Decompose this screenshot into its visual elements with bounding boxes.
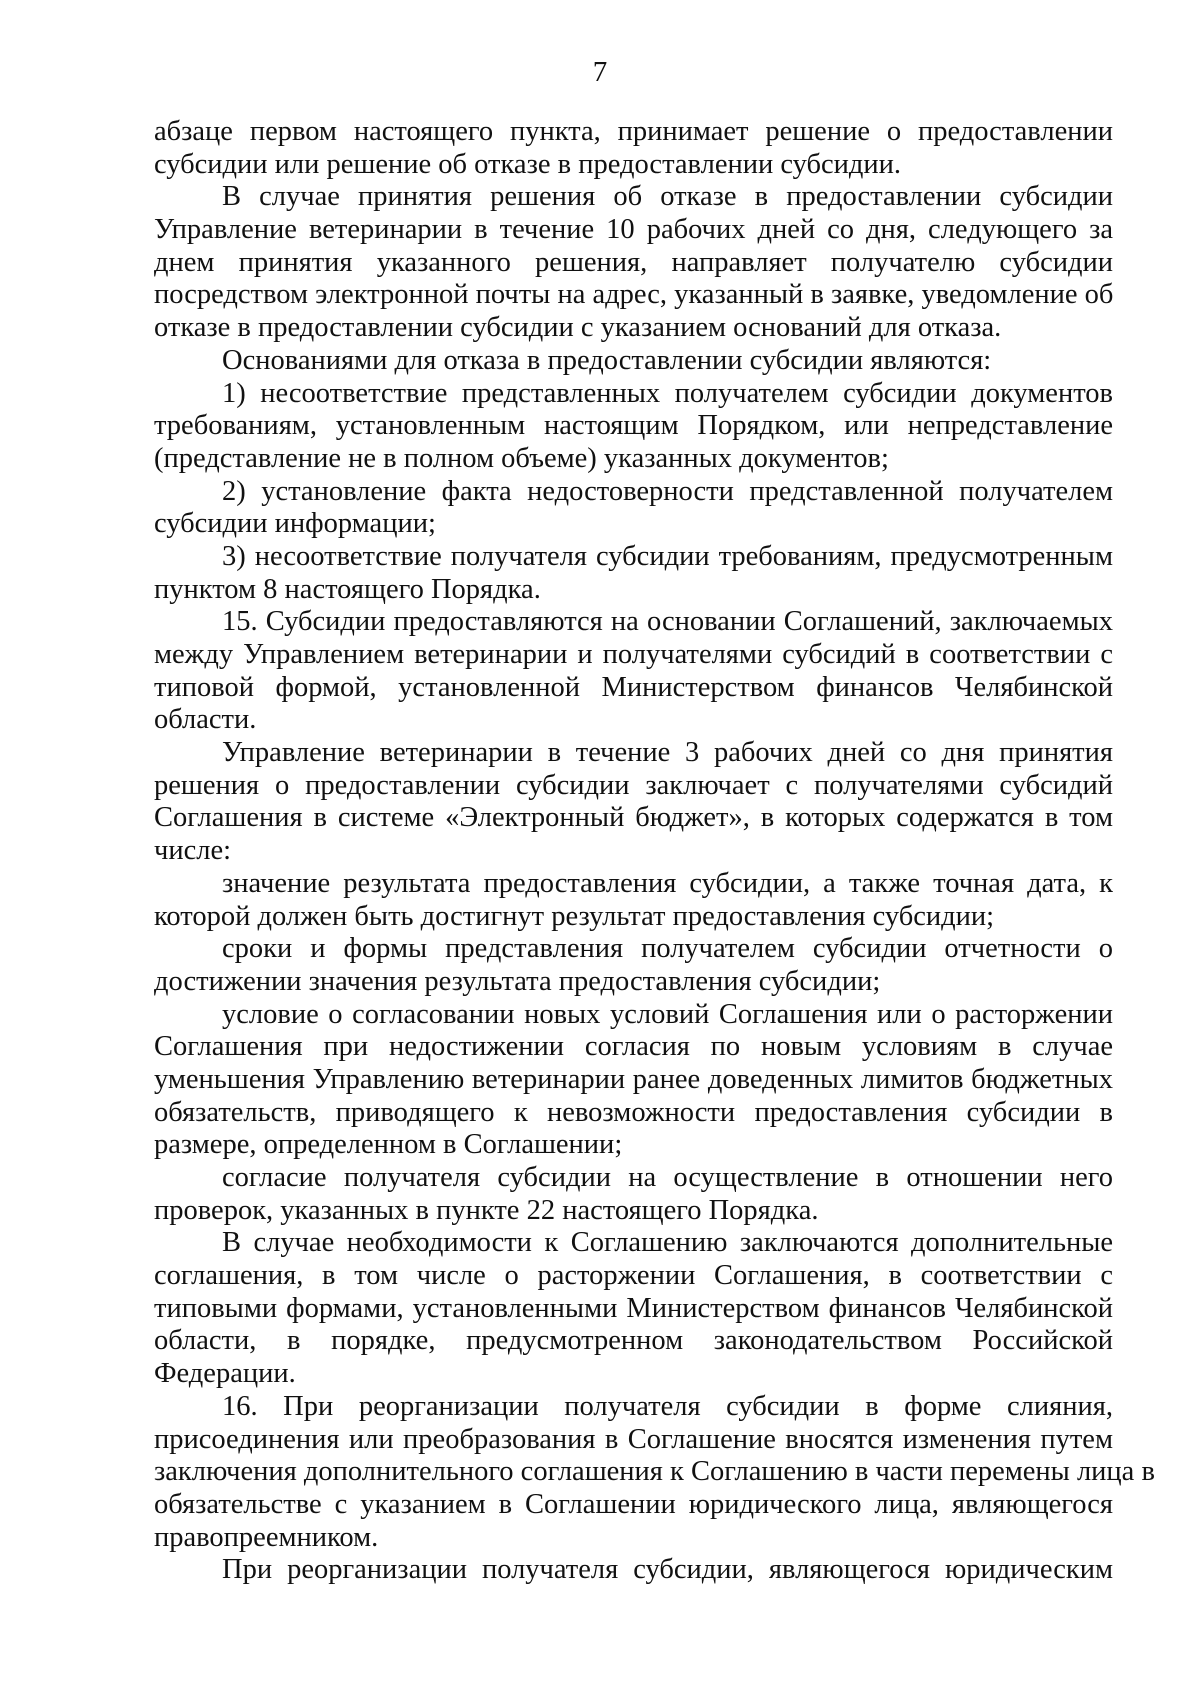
page-number: 7 (592, 56, 608, 88)
text-line: проверок, указанных в пункте 22 настоящего Порядка. (154, 1194, 819, 1226)
text-line: требованиям, установленным настоящим Порядком, или непредставление (154, 410, 1113, 442)
text-line: уменьшения Управлению ветеринарии ранее доведенных лимитов бюджетных (154, 1063, 1113, 1095)
text-line: Управление ветеринарии в течение 10 рабочих дней со дня, следующего за (154, 214, 1113, 246)
paragraph (154, 476, 1113, 541)
paragraph (154, 999, 1113, 1162)
text-line: решения о предоставлении субсидии заключает с получателями субсидий (154, 769, 1113, 801)
text-line: днем принятия указанного решения, направляет получателю субсидии (154, 246, 1113, 278)
text-line: Управление ветеринарии в течение 3 рабочих дней со дня принятия (222, 737, 1113, 769)
paragraph (154, 868, 1113, 933)
text-line: отказе в предоставлении субсидии с указанием оснований для отказа. (154, 312, 1002, 344)
text-line: пунктом 8 настоящего Порядка. (154, 573, 541, 605)
text-line: субсидии информации; (154, 508, 436, 540)
text-line: значение результата предоставления субсидии, а также точная дата, к (222, 867, 1113, 899)
text-line: области, в порядке, предусмотренном законодательством Российской (154, 1325, 1113, 1357)
paragraph (154, 1227, 1113, 1390)
text-line: 2) установление факта недостоверности представленной получателем (222, 475, 1113, 507)
text-line: Соглашения в системе «Электронный бюджет», в которых содержатся в том (154, 802, 1113, 834)
text-line: достижении значения результата предоставления субсидии; (154, 965, 881, 997)
text-line: типовой формой, установленной Министерством финансов Челябинской (154, 671, 1113, 703)
paragraph (154, 345, 1113, 378)
text-line: Федерации. (154, 1358, 296, 1390)
text-line: Основаниями для отказа в предоставлении субсидии являются: (222, 344, 992, 376)
text-line: между Управлением ветеринарии и получателями субсидий в соответствии с (154, 639, 1113, 670)
text-line: (представление не в полном объеме) указанных документов; (154, 442, 889, 474)
text-line: присоединения или преобразования в Соглашение вносятся изменения путем (154, 1423, 1113, 1455)
text-line: субсидии или решение об отказе в предоставлении субсидии. (154, 148, 902, 180)
text-line: посредством электронной почты на адрес, указанный в заявке, уведомление об (154, 279, 1114, 311)
text-line: Соглашения при недостижении согласия по новым условиям в случае (154, 1031, 1113, 1063)
text-line: сроки и формы представления получателем субсидии отчетности о (222, 933, 1113, 965)
paragraph (154, 1162, 1113, 1227)
text-line: правопреемником. (154, 1521, 379, 1553)
document-body (154, 116, 1155, 1587)
text-line: В случае принятия решения об отказе в предоставлении субсидии (222, 181, 1113, 213)
paragraph (154, 116, 1113, 181)
text-line: типовыми формами, установленными Министерством финансов Челябинской (154, 1292, 1113, 1324)
text-line: 1) несоответствие представленных получателем субсидии документов (222, 377, 1113, 409)
text-line: В случае необходимости к Соглашению заключаются дополнительные (222, 1227, 1113, 1259)
text-line: 3) несоответствие получателя субсидии требованиям, предусмотренным (222, 540, 1113, 572)
text-line: обязательств, приводящего к невозможности предоставления субсидии в (154, 1096, 1113, 1128)
paragraph (154, 378, 1113, 476)
text-line: 15. Субсидии предоставляются на основании Соглашений, заключаемых (222, 606, 1113, 638)
paragraph (154, 933, 1113, 998)
text-line: При реорганизации получателя субсидии, являющегося юридическим (222, 1554, 1113, 1586)
text-line: согласие получателя субсидии на осуществление в отношении него (222, 1162, 1113, 1193)
text-line: 16. При реорганизации получателя субсидии в форме слияния, (222, 1390, 1113, 1422)
paragraph (154, 1554, 1113, 1587)
text-line: условие о согласовании новых условий Соглашения или о расторжении (222, 998, 1113, 1030)
text-line: обязательстве с указанием в Соглашении юридического лица, являющегося (154, 1488, 1113, 1520)
paragraph (154, 737, 1113, 868)
text-line: области. (154, 704, 257, 736)
text-line: числе: (154, 835, 232, 867)
text-line: заключения дополнительного соглашения к Соглашению в части перемены лица в (154, 1456, 1155, 1488)
paragraph (154, 1390, 1155, 1554)
text-line: которой должен быть достигнут результат предоставления субсидии; (154, 900, 995, 932)
paragraph (154, 181, 1113, 344)
paragraph (154, 606, 1113, 737)
text-line: абзаце первом настоящего пункта, принимает решение о предоставлении (154, 116, 1113, 147)
text-line: размере, определенном в Соглашении; (154, 1129, 623, 1161)
text-line: соглашения, в том числе о расторжении Соглашения, в соответствии с (154, 1260, 1113, 1292)
paragraph (154, 541, 1113, 606)
